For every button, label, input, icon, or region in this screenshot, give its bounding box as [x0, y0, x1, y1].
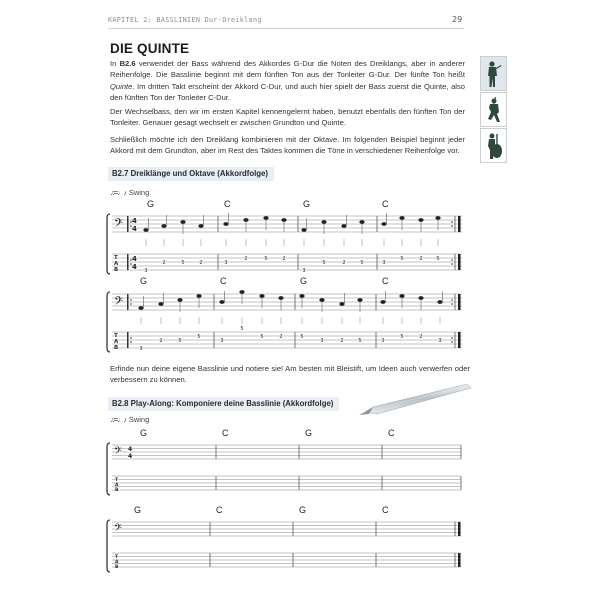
svg-text:5: 5 [264, 256, 268, 262]
svg-text:5: 5 [300, 334, 304, 340]
notation-system-b27-1 [106, 212, 468, 276]
svg-text:4: 4 [132, 263, 137, 271]
chord-symbol: C [388, 428, 395, 438]
paragraph-wechselbass: Der Wechselbass, den wir im ersten Kapitel kennengelernt haben, benutzt ebenfalls den fünften Ton der Tonleiter. Genauer gesagt wechselt er zwischen Grundton und Quinte. [110, 107, 465, 128]
text: verwendet der Bass während des Akkordes G-Dur die Noten des Dreiklangs, aber in anderer Reihenfolge. Die Basslinie beginnt mit dem fünften Ton aus der Tonleiter G-Dur. Der fünfte Ton heißt [110, 59, 465, 80]
sidebar-icon-tabs [480, 56, 507, 164]
svg-text:3: 3 [381, 338, 385, 344]
svg-text:5: 5 [181, 260, 185, 266]
svg-text:5: 5 [400, 256, 404, 262]
swing-rhythm-icon: ♫=♩♪ [110, 417, 126, 424]
svg-text:𝄢: 𝄢 [114, 522, 122, 536]
chord-symbol: G [134, 505, 142, 515]
svg-text:2: 2 [162, 260, 166, 266]
swing-indication [110, 415, 149, 424]
svg-text:5: 5 [360, 260, 364, 266]
svg-text:2: 2 [199, 260, 203, 266]
svg-text:T: T [114, 333, 118, 339]
svg-text:A: A [114, 339, 119, 345]
svg-text:5: 5 [240, 326, 244, 332]
swing-indication [110, 188, 149, 197]
chord-symbol: C [216, 505, 223, 515]
svg-text:5: 5 [358, 338, 362, 344]
svg-text:3: 3 [220, 338, 224, 344]
svg-text:2: 2 [419, 256, 423, 262]
example-b27-title: B2.7 Dreiklänge und Oktave (Akkordfolge) [108, 167, 274, 181]
empty-staff-b28-2[interactable] [106, 518, 468, 574]
swing-label: Swing [128, 415, 150, 424]
paragraph-intro [110, 58, 465, 103]
svg-text:5: 5 [436, 256, 440, 262]
svg-text:𝄢: 𝄢 [114, 217, 124, 233]
svg-text:A: A [115, 560, 119, 565]
chord-symbol: G [303, 199, 311, 209]
svg-text:T: T [114, 255, 118, 261]
svg-text:2: 2 [282, 256, 286, 262]
svg-text:4: 4 [128, 453, 133, 460]
page-number: 29 [452, 15, 463, 24]
svg-text:5: 5 [260, 334, 264, 340]
chord-symbol: G [299, 505, 307, 515]
svg-text:5: 5 [197, 334, 201, 340]
italic-term: Quinte [110, 81, 133, 91]
svg-text:B: B [115, 565, 119, 570]
svg-text:2: 2 [244, 256, 248, 262]
svg-text:𝄢: 𝄢 [114, 295, 124, 311]
svg-text:4: 4 [132, 255, 137, 263]
example-ref: B2.6 [119, 59, 136, 68]
running-head: KAPITEL 2: BASSLINIEN Dur-Dreiklang [108, 16, 262, 24]
svg-text:3: 3 [382, 260, 386, 266]
chord-symbol: C [220, 276, 227, 286]
svg-text:3: 3 [224, 260, 228, 266]
svg-text:T: T [115, 478, 119, 483]
svg-text:5: 5 [322, 260, 326, 266]
svg-text:3: 3 [320, 338, 324, 344]
chord-symbol: G [140, 276, 148, 286]
chord-symbol: G [305, 428, 313, 438]
chord-symbol: G [140, 428, 148, 438]
svg-text:4: 4 [132, 225, 137, 233]
text: . Im dritten Takt erscheint der Akkord C-Dur, und auch hier spielt der Bass zuerst die Quinte, also den fünften Ton der Tonleiter C-Dur. [110, 81, 465, 102]
svg-text:2: 2 [342, 260, 346, 266]
header-rule [108, 28, 464, 29]
svg-text:3: 3 [438, 338, 442, 344]
swing-rhythm-icon: ♫=♩♪ [110, 190, 126, 197]
notation-system-b27-2 [106, 290, 468, 354]
empty-staff-b28-1[interactable] [106, 441, 468, 497]
pencil-icon [355, 378, 480, 418]
guitarist-standing-icon [480, 56, 507, 91]
svg-text:2: 2 [159, 338, 163, 344]
chord-symbol: C [224, 199, 231, 209]
chord-symbol: C [222, 428, 229, 438]
section-title: DIE QUINTE [110, 41, 190, 56]
chord-symbol: C [382, 199, 389, 209]
paragraph-oktave: Schließlich möchte ich den Dreiklang kombinieren mit der Oktave. Im folgenden Beispiel beginnt jeder Akkord mit dem Grundton, aber im Rest des Taktes kommen die Töne in verschiedener Reihenfolge vor. [110, 135, 465, 156]
svg-text:A: A [115, 483, 119, 488]
svg-text:5: 5 [400, 334, 404, 340]
chord-symbol: G [147, 199, 155, 209]
svg-text:B: B [115, 488, 119, 493]
svg-text:B: B [114, 267, 119, 273]
svg-text:2: 2 [419, 334, 423, 340]
svg-text:4: 4 [128, 446, 133, 453]
svg-text:3: 3 [139, 346, 143, 352]
paragraph-instruction: Erfinde nun deine eigene Basslinie und notiere sie! Am besten mit Bleistift, um Ideen auch verwerfen oder verbessern zu können. [110, 364, 470, 385]
svg-text:3: 3 [302, 268, 306, 274]
svg-text:𝄢: 𝄢 [114, 445, 122, 459]
svg-text:4: 4 [132, 217, 137, 225]
svg-text:T: T [115, 555, 119, 560]
chord-symbol: C [382, 276, 389, 286]
swing-label: Swing [128, 188, 150, 197]
svg-text:2: 2 [279, 334, 283, 340]
chord-symbol: G [300, 276, 308, 286]
chord-symbol: C [382, 505, 389, 515]
double-bass-player-icon [480, 128, 507, 163]
svg-text:B: B [114, 345, 119, 351]
svg-text:5: 5 [178, 338, 182, 344]
text: In [110, 59, 120, 68]
svg-text:A: A [114, 261, 119, 267]
svg-text:3: 3 [144, 268, 148, 274]
guitarist-jumping-icon [480, 92, 507, 127]
example-b28-title: B2.8 Play-Along: Komponiere deine Basslinie (Akkordfolge) [108, 397, 339, 411]
svg-text:2: 2 [340, 338, 344, 344]
